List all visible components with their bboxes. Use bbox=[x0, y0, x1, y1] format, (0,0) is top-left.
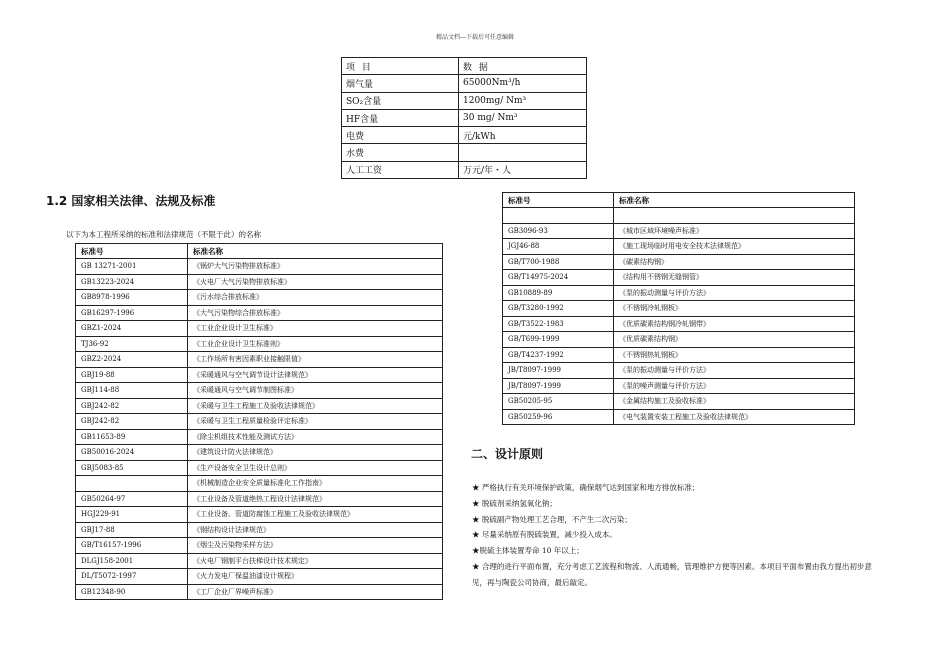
cell-value: 《电气装置安装工程施工及验收法律规范》 bbox=[614, 409, 855, 425]
table-row bbox=[503, 316, 855, 332]
table-row bbox=[503, 394, 855, 410]
table-row bbox=[342, 109, 587, 126]
design-principles-list bbox=[472, 480, 882, 591]
table-row bbox=[503, 363, 855, 379]
table-row bbox=[76, 569, 443, 585]
cell-key: 电费 bbox=[342, 127, 459, 144]
column-header-standard-no: 标准号 bbox=[76, 244, 188, 259]
cell-value: 《泵的噪声测量与评价方法》 bbox=[614, 378, 855, 394]
table-row bbox=[503, 378, 855, 394]
cell-key: GB/T3280-1992 bbox=[503, 301, 614, 317]
list-item: ★ 脱硫剂采纳氢氧化钠； bbox=[472, 498, 557, 508]
cell-key: GB12348-90 bbox=[76, 584, 188, 600]
cell-value: 《钢结构设计法律规范》 bbox=[188, 522, 443, 538]
cell-value: 《生产设备安全卫生设计总则》 bbox=[188, 460, 443, 476]
cell-key: GB13223-2024 bbox=[76, 274, 188, 290]
table-row bbox=[342, 144, 587, 161]
cell-key: GB50264-97 bbox=[76, 491, 188, 507]
cell-key: TJ36-92 bbox=[76, 336, 188, 352]
table-row bbox=[76, 383, 443, 399]
cell-value: 万元/年・人 bbox=[459, 161, 587, 178]
cell-key: GB/T699-1999 bbox=[503, 332, 614, 348]
table-row bbox=[76, 538, 443, 554]
table-row bbox=[503, 285, 855, 301]
cell-value: 《采暖与卫生工程施工及验收法律规范》 bbox=[188, 398, 443, 414]
cell-value: 《工业设备及管道绝热工程设计法律规范》 bbox=[188, 491, 443, 507]
cell-key: GB50205-95 bbox=[503, 394, 614, 410]
table-row bbox=[76, 321, 443, 337]
cell-key: GB10889-89 bbox=[503, 285, 614, 301]
table-row bbox=[76, 367, 443, 383]
table-row bbox=[76, 290, 443, 306]
table-row bbox=[342, 92, 587, 109]
cell-key: GBJ5083-85 bbox=[76, 460, 188, 476]
cell-value: 《工厂企业厂界噪声标准》 bbox=[188, 584, 443, 600]
cell-key: 烟气量 bbox=[342, 75, 459, 92]
cell-value: 《泵的振动测量与评价方法》 bbox=[614, 285, 855, 301]
cell-value: 《优质碳素结构钢》 bbox=[614, 332, 855, 348]
table-row bbox=[76, 522, 443, 538]
list-item: ★脱硫主体装置寿命 10 年以上； bbox=[472, 546, 584, 556]
column-header-standard-no: 标准号 bbox=[503, 193, 614, 208]
section-title-regulations: 1.2 国家相关法律、法规及标准 bbox=[46, 194, 216, 208]
cell-value: 《碳素结构钢》 bbox=[614, 254, 855, 270]
cell-key: GBJ17-88 bbox=[76, 522, 188, 538]
cell-value: 《烟尘及污染物采样方法》 bbox=[188, 538, 443, 554]
table-row bbox=[76, 259, 443, 275]
table-row bbox=[76, 476, 443, 492]
cell-value: 《火电厂大气污染物排放标准》 bbox=[188, 274, 443, 290]
cell-value: 《污水综合排放标准》 bbox=[188, 290, 443, 306]
cell-key: GBJ19-88 bbox=[76, 367, 188, 383]
cell-value: 《不锈钢热轧钢板》 bbox=[614, 347, 855, 363]
cell-value: 《大气污染物综合排放标准》 bbox=[188, 305, 443, 321]
table-row bbox=[76, 398, 443, 414]
table-row bbox=[503, 301, 855, 317]
cell-key: GB/T16157-1996 bbox=[76, 538, 188, 554]
cell-key: JB/T8097-1999 bbox=[503, 363, 614, 379]
cell-value: 《工作场所有害因素职业接触限值》 bbox=[188, 352, 443, 368]
column-header-item: 项 目 bbox=[342, 58, 459, 75]
cell-value: 《机械制造企业安全质量标准化工作指南》 bbox=[188, 476, 443, 492]
cell-key: DL/T5072-1997 bbox=[76, 569, 188, 585]
cell-key: GB/T700-1988 bbox=[503, 254, 614, 270]
cell-value: 《工业企业设计卫生标准》 bbox=[188, 321, 443, 337]
cell-key: 水费 bbox=[342, 144, 459, 161]
cell-key: JB/T8097-1999 bbox=[503, 378, 614, 394]
cell-key: GBJ242-82 bbox=[76, 414, 188, 430]
cell-key: SO₂含量 bbox=[342, 92, 459, 109]
cell-value: 《除尘机组技术性能及测试方法》 bbox=[188, 429, 443, 445]
table-header-row bbox=[76, 244, 443, 259]
table-row bbox=[76, 584, 443, 600]
standards-table-left bbox=[75, 243, 443, 600]
cell-key: JGJ46-88 bbox=[503, 239, 614, 255]
cell-key: GB/T3522-1983 bbox=[503, 316, 614, 332]
table-row bbox=[76, 460, 443, 476]
table-header-row bbox=[503, 193, 855, 208]
list-item: ★ 尽量采纳原有脱硫装置，减少投入成本。 bbox=[472, 530, 617, 540]
cell-key: 人工工资 bbox=[342, 161, 459, 178]
cell-key: HGJ229-91 bbox=[76, 507, 188, 523]
cell-value: 《建筑设计防火法律规范》 bbox=[188, 445, 443, 461]
cell-value: 《锅炉大气污染物排放标准》 bbox=[188, 259, 443, 275]
table-header-row bbox=[342, 58, 587, 75]
list-item: ★ 严格执行有关环境保护政策，确保烟气达到国家和地方排放标准； bbox=[472, 483, 700, 492]
table-row bbox=[76, 507, 443, 523]
cell-value: 《采暖通风与空气调节制图标准》 bbox=[188, 383, 443, 399]
table-row bbox=[503, 223, 855, 239]
cell-key: GBZ2-2024 bbox=[76, 352, 188, 368]
cell-value: 《采暖与卫生工程质量检验评定标准》 bbox=[188, 414, 443, 430]
standards-table-right bbox=[502, 192, 855, 425]
cell-key: GB50016-2024 bbox=[76, 445, 188, 461]
standards-intro: 以下为本工程所采纳的标准和法律规范（不限于此）的名称 bbox=[66, 230, 261, 239]
cell-key: GB50259-96 bbox=[503, 409, 614, 425]
table-row bbox=[76, 414, 443, 430]
cell-value: 《结构用不锈钢无缝钢管》 bbox=[614, 270, 855, 286]
cell-value: 《不锈钢冷轧钢板》 bbox=[614, 301, 855, 317]
table-row bbox=[503, 409, 855, 425]
table-row bbox=[76, 491, 443, 507]
cell-value: 《城市区域环境噪声标准》 bbox=[614, 223, 855, 239]
table-row bbox=[342, 161, 587, 178]
cell-key: GBJ242-82 bbox=[76, 398, 188, 414]
cell-key: GB16297-1996 bbox=[76, 305, 188, 321]
cell-key: HF含量 bbox=[342, 109, 459, 126]
table-row bbox=[76, 429, 443, 445]
cell-value: 元/kWh bbox=[459, 127, 587, 144]
table-row bbox=[342, 75, 587, 92]
table-row bbox=[503, 347, 855, 363]
section-title-design-principles: 二、设计原则 bbox=[471, 447, 544, 461]
column-header-standard-name: 标准名称 bbox=[614, 193, 855, 208]
cell-value: 1200mg/ Nm³ bbox=[459, 92, 587, 109]
cell-key: GB11653-89 bbox=[76, 429, 188, 445]
list-item: ★ 脱硫副产物处理工艺合理，不产生二次污染； bbox=[472, 514, 632, 524]
table-row bbox=[342, 127, 587, 144]
table-row bbox=[76, 336, 443, 352]
cell-key: GB 13271-2001 bbox=[76, 259, 188, 275]
cell-key: GBZ1-2024 bbox=[76, 321, 188, 337]
cell-value: 65000Nm³/h bbox=[459, 75, 587, 92]
cell-value: 《泵的振动测量与评价方法》 bbox=[614, 363, 855, 379]
cell-key bbox=[503, 208, 614, 224]
list-item: ★ 合理的进行平面布置，充分考虑工艺流程和物流、人流通畅，管理维护方便等因素。本项目平面布置由我方提出初步意见，再与陶瓷公司协商，最后敲定。 bbox=[472, 561, 872, 587]
cell-key: DLGJ158-2001 bbox=[76, 553, 188, 569]
table-row bbox=[76, 274, 443, 290]
table-row bbox=[76, 305, 443, 321]
table-row bbox=[503, 332, 855, 348]
column-header-data: 数 据 bbox=[459, 58, 587, 75]
table-row bbox=[503, 239, 855, 255]
cell-key bbox=[76, 476, 188, 492]
cell-key: GBJ114-88 bbox=[76, 383, 188, 399]
table-row bbox=[503, 208, 855, 224]
table-row bbox=[503, 270, 855, 286]
table-row bbox=[503, 254, 855, 270]
cell-value: 《采暖通风与空气调节设计法律规范》 bbox=[188, 367, 443, 383]
cell-value bbox=[614, 208, 855, 224]
cell-key: GB3096-93 bbox=[503, 223, 614, 239]
cell-key: GB8978-1996 bbox=[76, 290, 188, 306]
cell-value: 《工业企业设计卫生标准则》 bbox=[188, 336, 443, 352]
cell-key: GB/T14975-2024 bbox=[503, 270, 614, 286]
cell-value: 《优质碳素结构钢冷轧钢带》 bbox=[614, 316, 855, 332]
cell-key: GB/T4237-1992 bbox=[503, 347, 614, 363]
table-row bbox=[76, 352, 443, 368]
table-row bbox=[76, 445, 443, 461]
cell-value: 《火电厂钢制平台扶梯设计技术规定》 bbox=[188, 553, 443, 569]
cell-value: 《工业设备、管道防腐蚀工程施工及验收法律规范》 bbox=[188, 507, 443, 523]
parameter-table bbox=[341, 57, 587, 179]
cell-value bbox=[459, 144, 587, 161]
table-row bbox=[76, 553, 443, 569]
cell-value: 《金属结构施工及验收标准》 bbox=[614, 394, 855, 410]
cell-value: 30 mg/ Nm³ bbox=[459, 109, 587, 126]
cell-value: 《施工现场临时用电安全技术法律规范》 bbox=[614, 239, 855, 255]
cell-value: 《火力发电厂保温油漆设计规程》 bbox=[188, 569, 443, 585]
column-header-standard-name: 标准名称 bbox=[188, 244, 443, 259]
page-header: 精品文档---下载后可任意编辑 bbox=[435, 34, 515, 41]
